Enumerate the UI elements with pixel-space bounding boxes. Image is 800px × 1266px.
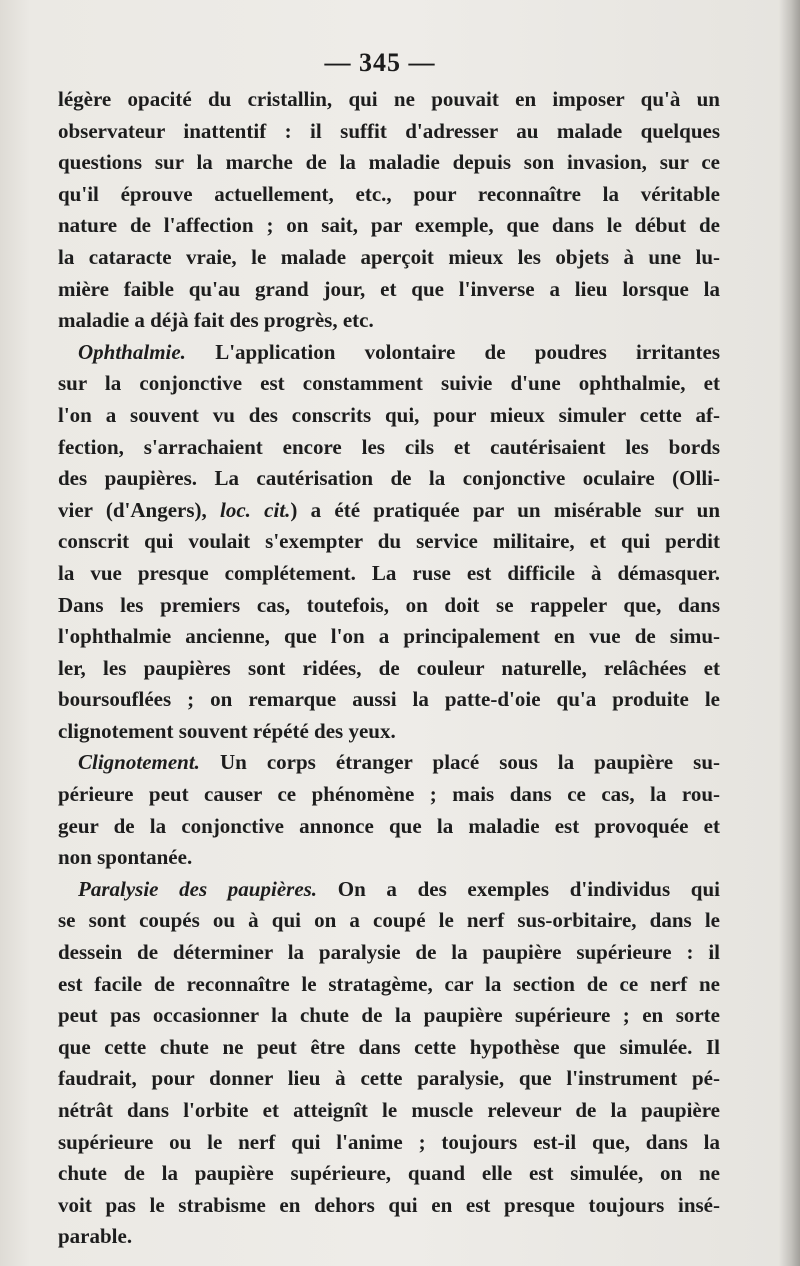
text-line: boursouflées ; on remarque aussi la patte-d'oie qu'a produite le xyxy=(58,687,720,712)
text-line: la vue presque complétement. La ruse est difficile à démasquer. xyxy=(58,560,720,585)
text-line: conscrit qui voulait s'exempter du service militaire, et qui perdit xyxy=(58,529,720,554)
text-line: la cataracte vraie, le malade aperçoit mieux les objets à une lu- xyxy=(58,244,720,269)
text-run: L'application volontaire de poudres irritantes xyxy=(185,339,720,364)
text-line: nature de l'affection ; on sait, par exemple, que dans le début de xyxy=(58,213,720,238)
text-line-ophthalmie xyxy=(58,337,720,369)
page-number: — 345 — xyxy=(324,48,436,77)
text-line: Dans les premiers cas, toutefois, on doit se rappeler que, dans xyxy=(58,592,720,617)
text-line: l'ophthalmie ancienne, que l'on a principalement en vue de simu- xyxy=(58,624,720,649)
text-line: questions sur la marche de la maladie depuis son invasion, sur ce xyxy=(58,150,720,175)
text-line: qu'il éprouve actuellement, etc., pour reconnaître la véritable xyxy=(58,181,720,206)
text-line: l'on a souvent vu des conscrits qui, pour mieux simuler cette af- xyxy=(58,402,720,427)
text-line: voit pas le strabisme en dehors qui en est presque toujours insé- xyxy=(58,1192,720,1217)
text-line: maladie a déjà fait des progrès, etc. xyxy=(58,308,374,333)
text-run: On a des exemples d'individus qui xyxy=(317,876,720,901)
text-line: chute de la paupière supérieure, quand elle est simulée, on ne xyxy=(58,1161,720,1186)
section-heading-ophthalmie: Ophthalmie. xyxy=(78,339,186,364)
text-line: peut pas occasionner la chute de la paupière supérieure ; en sorte xyxy=(58,1003,720,1028)
text-line: faudrait, pour donner lieu à cette paralysie, que l'instrument pé- xyxy=(58,1066,720,1091)
text-line: est facile de reconnaître le stratagème, car la section de ce nerf ne xyxy=(58,971,720,996)
text-line: fection, s'arrachaient encore les cils et cautérisaient les bords xyxy=(58,434,720,459)
text-line-clignotement xyxy=(58,747,720,779)
text-line: se sont coupés ou à qui on a coupé le nerf sus-orbitaire, dans le xyxy=(58,908,720,933)
text-line: clignotement souvent répété des yeux. xyxy=(58,718,396,743)
body-text xyxy=(58,84,720,1253)
text-run: vier (d'Angers), xyxy=(58,497,221,522)
text-line: supérieure ou le nerf qui l'anime ; toujours est-il que, dans la xyxy=(58,1129,720,1154)
text-line: sur la conjonctive est constamment suivie d'une ophthalmie, et xyxy=(58,371,720,396)
text-run: Un corps étranger placé sous la paupière su- xyxy=(199,750,720,775)
section-heading-clignotement: Clignotement. xyxy=(78,750,200,775)
text-line: ler, les paupières sont ridées, de couleur naturelle, relâchées et xyxy=(58,655,720,680)
text-line: dessein de déterminer la paralysie de la paupière supérieure : il xyxy=(58,940,720,965)
text-line: observateur inattentif : il suffit d'adresser au malade quelques xyxy=(58,118,720,143)
section-heading-paralysie: Paralysie des paupières. xyxy=(78,876,318,901)
text-line-paralysie xyxy=(58,874,720,906)
text-line: nétrât dans l'orbite et atteignît le muscle releveur de la paupière xyxy=(58,1098,720,1122)
page-edge-shadow xyxy=(778,0,800,1266)
text-line: parable. xyxy=(58,1224,133,1249)
text-line-citation xyxy=(58,495,720,527)
text-line: des paupières. La cautérisation de la conjonctive oculaire (Olli- xyxy=(58,466,720,491)
text-line: geur de la conjonctive annonce que la maladie est provoquée et xyxy=(58,813,720,838)
text-line: périeure peut causer ce phénomène ; mais dans ce cas, la rou- xyxy=(58,782,720,807)
text-run: ) a été pratiquée par un misérable sur un xyxy=(290,497,720,522)
text-line: mière faible qu'au grand jour, et que l'inverse a lieu lorsque la xyxy=(58,276,720,301)
text-line: non spontanée. xyxy=(58,845,193,870)
text-line: légère opacité du cristallin, qui ne pouvait en imposer qu'à un xyxy=(58,87,720,111)
text-line: que cette chute ne peut être dans cette hypothèse que simulée. Il xyxy=(58,1034,720,1059)
citation-loc-cit: loc. cit. xyxy=(220,497,291,522)
